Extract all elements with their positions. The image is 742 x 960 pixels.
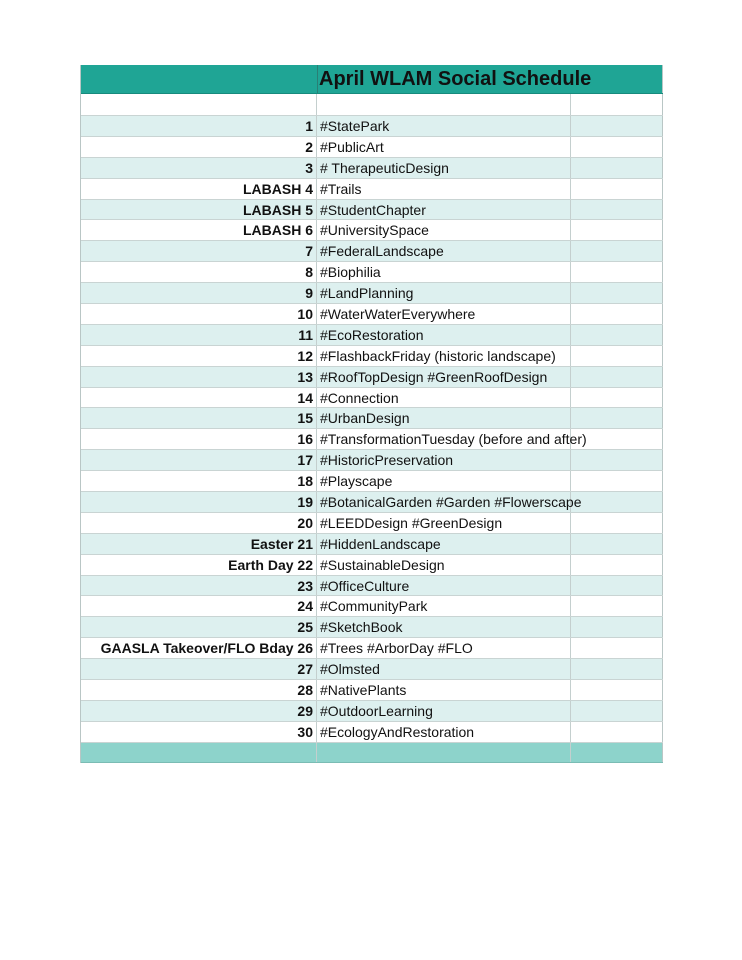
day-label-cell: 28 (81, 680, 317, 700)
hashtag-cell: #Olmsted (317, 659, 571, 679)
table-row (81, 701, 663, 722)
day-label-cell: 29 (81, 701, 317, 721)
hashtag-cell: #StatePark (317, 116, 571, 136)
table-row (81, 116, 663, 137)
table-row (81, 283, 663, 304)
empty-cell (571, 471, 663, 491)
hashtag-cell: #LandPlanning (317, 283, 571, 303)
table-row (81, 346, 663, 367)
table-row (81, 200, 663, 221)
day-label-cell: Easter 21 (81, 534, 317, 554)
empty-cell (571, 200, 663, 220)
day-label-cell: Earth Day 22 (81, 555, 317, 575)
day-label-cell: 16 (81, 429, 317, 449)
day-label-cell: 18 (81, 471, 317, 491)
blank-cell (317, 94, 571, 115)
table-row (81, 659, 663, 680)
sheet-title: April WLAM Social Schedule (317, 65, 571, 93)
hashtag-cell: #WaterWaterEverywhere (317, 304, 571, 324)
table-row (81, 450, 663, 471)
hashtag-cell: #EcologyAndRestoration (317, 722, 571, 742)
empty-cell (571, 617, 663, 637)
day-label-cell: 2 (81, 137, 317, 157)
empty-cell (571, 346, 663, 366)
empty-cell (571, 555, 663, 575)
hashtag-cell: #RoofTopDesign #GreenRoofDesign (317, 367, 571, 387)
header-cell-empty (81, 65, 317, 93)
empty-cell (571, 638, 663, 658)
hashtag-cell: #HiddenLandscape (317, 534, 571, 554)
blank-cell (571, 94, 663, 115)
empty-cell (571, 262, 663, 282)
table-row (81, 722, 663, 743)
day-label-cell: 27 (81, 659, 317, 679)
hashtag-cell: #Trails (317, 179, 571, 199)
empty-cell (571, 367, 663, 387)
empty-cell (571, 722, 663, 742)
hashtag-cell: # TherapeuticDesign (317, 158, 571, 178)
day-label-cell: 24 (81, 596, 317, 616)
table-row (81, 241, 663, 262)
table-row (81, 262, 663, 283)
day-label-cell: LABASH 6 (81, 220, 317, 240)
table-row (81, 471, 663, 492)
day-label-cell: 17 (81, 450, 317, 470)
table-row (81, 555, 663, 576)
schedule-rows (81, 116, 663, 743)
table-row (81, 617, 663, 638)
table-row (81, 304, 663, 325)
empty-cell (571, 179, 663, 199)
footer-row (81, 743, 663, 763)
empty-cell (571, 220, 663, 240)
table-row (81, 179, 663, 200)
empty-cell (571, 408, 663, 428)
table-row (81, 596, 663, 617)
hashtag-cell: #UrbanDesign (317, 408, 571, 428)
day-label-cell: 10 (81, 304, 317, 324)
table-row (81, 534, 663, 555)
table-row (81, 158, 663, 179)
hashtag-cell: #HistoricPreservation (317, 450, 571, 470)
empty-cell (571, 534, 663, 554)
empty-cell (571, 701, 663, 721)
table-row (81, 680, 663, 701)
day-label-cell: LABASH 5 (81, 200, 317, 220)
hashtag-cell: #EcoRestoration (317, 325, 571, 345)
day-label-cell: 19 (81, 492, 317, 512)
empty-cell (571, 513, 663, 533)
day-label-cell: 1 (81, 116, 317, 136)
day-label-cell: 9 (81, 283, 317, 303)
footer-cell (571, 743, 663, 762)
hashtag-cell: #LEEDDesign #GreenDesign (317, 513, 571, 533)
hashtag-cell: #Playscape (317, 471, 571, 491)
empty-cell (571, 659, 663, 679)
schedule-sheet (80, 65, 663, 763)
hashtag-cell: #UniversitySpace (317, 220, 571, 240)
empty-cell (571, 116, 663, 136)
blank-cell (81, 94, 317, 115)
day-label-cell: 12 (81, 346, 317, 366)
empty-cell (571, 492, 663, 512)
table-row (81, 408, 663, 429)
hashtag-cell: #OutdoorLearning (317, 701, 571, 721)
empty-cell (571, 137, 663, 157)
day-label-cell: 3 (81, 158, 317, 178)
day-label-cell: GAASLA Takeover/FLO Bday 26 (81, 638, 317, 658)
hashtag-cell: #FlashbackFriday (historic landscape) (317, 346, 571, 366)
table-row (81, 367, 663, 388)
empty-cell (571, 388, 663, 408)
empty-cell (571, 283, 663, 303)
day-label-cell: LABASH 4 (81, 179, 317, 199)
empty-cell (571, 596, 663, 616)
hashtag-cell: #PublicArt (317, 137, 571, 157)
day-label-cell: 13 (81, 367, 317, 387)
hashtag-cell: #FederalLandscape (317, 241, 571, 261)
day-label-cell: 20 (81, 513, 317, 533)
empty-cell (571, 429, 663, 449)
day-label-cell: 30 (81, 722, 317, 742)
empty-cell (571, 304, 663, 324)
header-row (81, 65, 663, 94)
day-label-cell: 8 (81, 262, 317, 282)
hashtag-cell: #TransformationTuesday (before and after) (317, 429, 571, 449)
hashtag-cell: #Trees #ArborDay #FLO (317, 638, 571, 658)
footer-cell (81, 743, 317, 762)
table-row (81, 492, 663, 513)
empty-cell (571, 680, 663, 700)
empty-cell (571, 576, 663, 596)
day-label-cell: 7 (81, 241, 317, 261)
day-label-cell: 15 (81, 408, 317, 428)
hashtag-cell: #Connection (317, 388, 571, 408)
header-cell-extra (571, 65, 663, 93)
footer-cell (317, 743, 571, 762)
blank-row (81, 94, 663, 116)
hashtag-cell: #SustainableDesign (317, 555, 571, 575)
day-label-cell: 14 (81, 388, 317, 408)
hashtag-cell: #BotanicalGarden #Garden #Flowerscape (317, 492, 571, 512)
empty-cell (571, 325, 663, 345)
table-row (81, 513, 663, 534)
table-row (81, 325, 663, 346)
empty-cell (571, 241, 663, 261)
table-row (81, 137, 663, 158)
empty-cell (571, 450, 663, 470)
table-row (81, 388, 663, 409)
day-label-cell: 23 (81, 576, 317, 596)
table-row (81, 576, 663, 597)
hashtag-cell: #StudentChapter (317, 200, 571, 220)
hashtag-cell: #Biophilia (317, 262, 571, 282)
table-row (81, 220, 663, 241)
empty-cell (571, 158, 663, 178)
day-label-cell: 25 (81, 617, 317, 637)
hashtag-cell: #CommunityPark (317, 596, 571, 616)
day-label-cell: 11 (81, 325, 317, 345)
hashtag-cell: #NativePlants (317, 680, 571, 700)
hashtag-cell: #SketchBook (317, 617, 571, 637)
table-row (81, 638, 663, 659)
hashtag-cell: #OfficeCulture (317, 576, 571, 596)
table-row (81, 429, 663, 450)
